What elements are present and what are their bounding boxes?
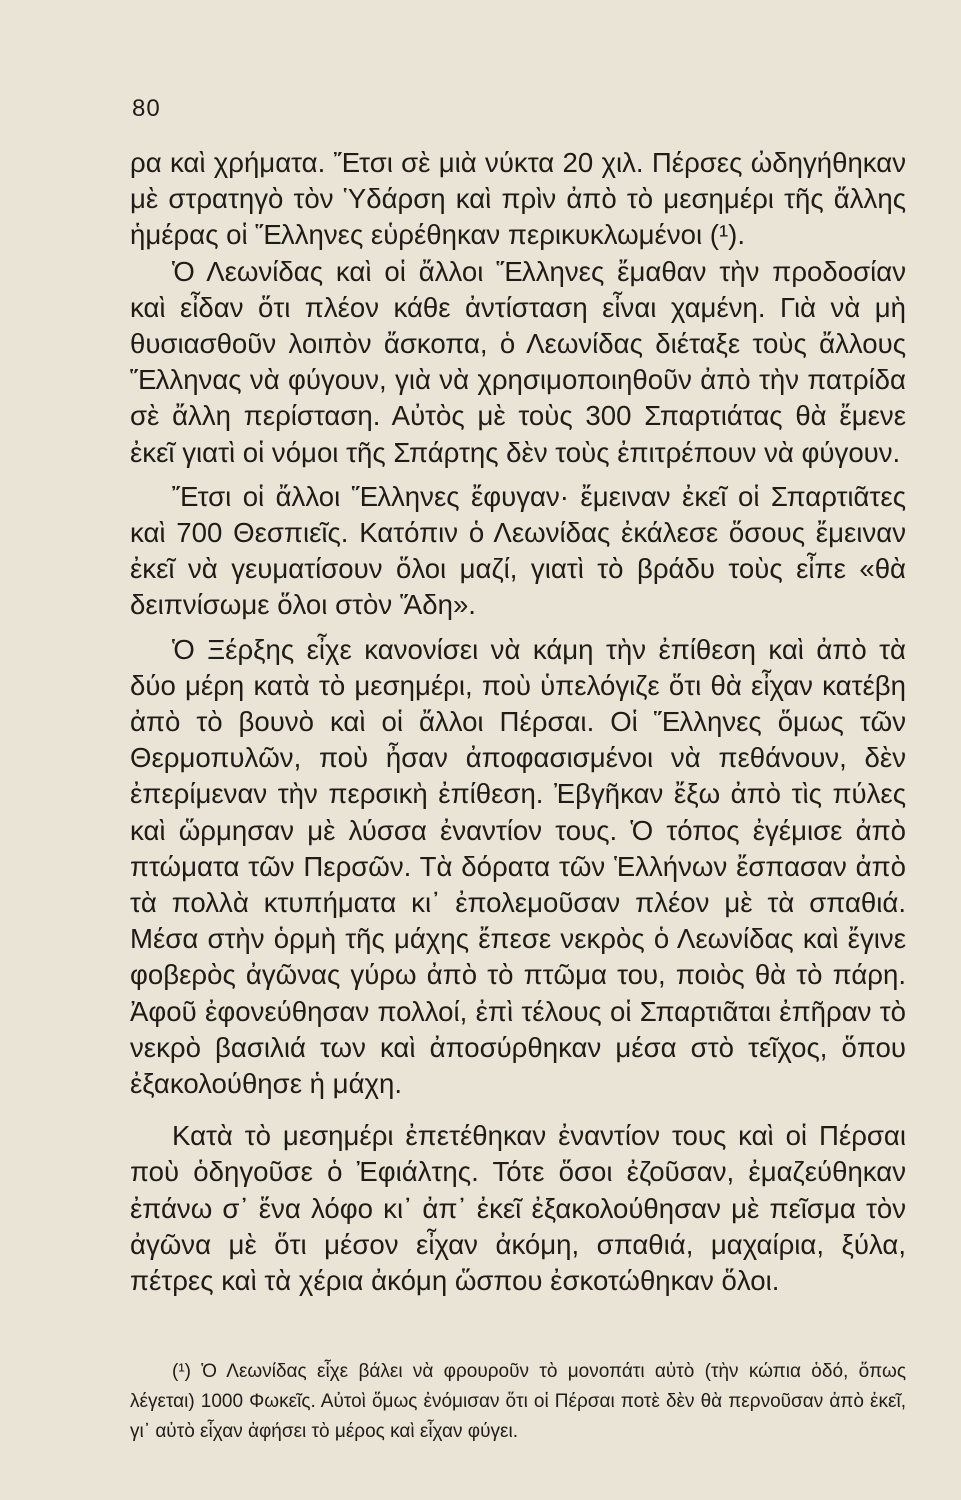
paragraph: Ἔτσι οἱ ἄλλοι Ἕλληνες ἔφυγαν· ἔμειναν ἐκεῖ οἱ Σπαρτιᾶτες καὶ 700 Θεσπιεῖς. Κατόπιν ὁ Λεωνίδας ἐκάλεσε ὅσους ἔμειναν ἐκεῖ νὰ γευματίσουν ὅλοι μαζί, γιατὶ τὸ βράδυ τοὺς εἶπε «θὰ δειπνίσωμε ὅλοι στὸν Ἅδη». [130, 480, 906, 621]
paragraph: Ὁ Λεωνίδας καὶ οἱ ἄλλοι Ἕλληνες ἔμαθαν τὴν προδοσίαν καὶ εἶδαν ὅτι πλέον κάθε ἀντίσταση εἶναι χαμένη. Γιὰ νὰ μὴ θυσιασθοῦν λοιπὸν ἄσκοπα, ὁ Λεωνίδας διέταξε τοὺς ἄλλους Ἕλληνας νὰ φύγουν, γιὰ νὰ χρησιμοποιηθοῦν ἀπὸ τὴν πατρίδα σὲ ἄλλη περίσταση. Αὐτὸς μὲ τοὺς 300 Σπαρτιάτας θὰ ἔμενε ἐκεῖ γιατὶ οἱ νόμοι τῆς Σπάρτης δὲν τοὺς ἐπιτρέπουν νὰ φύγουν. [130, 255, 906, 468]
body-text [130, 145, 906, 1299]
paragraph: Κατὰ τὸ μεσημέρι ἐπετέθηκαν ἐναντίον τους καὶ οἱ Πέρσαι ποὺ ὁδηγοῦσε ὁ Ἐφιάλτης. Τότε ὅσοι ἐζοῦσαν, ἐμαζεύθηκαν ἐπάνω σ᾽ ἕνα λόφο κι᾽ ἀπ᾽ ἐκεῖ ἐξακολούθησαν μὲ πεῖσμα τὸν ἀγῶνα μὲ ὅτι μέσον εἶχαν ἀκόμη, σπαθιά, μαχαίρια, ξύλα, πέτρες καὶ τὰ χέρια ἀκόμη ὥσπου ἐσκοτώθηκαν ὅλοι. [130, 1120, 906, 1297]
paragraph: Ὁ Ξέρξης εἶχε κανονίσει νὰ κάμη τὴν ἐπίθεση καὶ ἀπὸ τὰ δύο μέρη κατὰ τὸ μεσημέρι, ποὺ ὑπελόγιζε ὅτι θὰ εἶχαν κατέβη ἀπὸ τὸ βουνὸ καὶ οἱ ἄλλοι Πέρσαι. Οἱ Ἕλληνες ὅμως τῶν Θερμοπυλῶν, ποὺ ἦσαν ἀποφασισμένοι νὰ πεθάνουν, δὲν ἐπερίμεναν τὴν περσικὴ ἐπίθεση. Ἐβγῆκαν ἔξω ἀπὸ τὶς πύλες καὶ ὥρμησαν μὲ λύσσα ἐναντίον τους. Ὁ τόπος ἐγέμισε ἀπὸ πτώματα τῶν Περσῶν. Τὰ δόρατα τῶν Ἑλλήνων ἔσπασαν ἀπὸ τὰ πολλὰ κτυπήματα κι᾽ ἐπολεμοῦσαν πλέον μὲ τὰ σπαθιά. Μέσα στὴν ὁρμὴ τῆς μάχης ἔπεσε νεκρὸς ὁ Λεωνίδας καὶ ἔγινε φοβερὸς ἀγῶνας γύρω ἀπὸ τὸ πτῶμα του, ποιὸς θὰ τὸ πάρη. Ἀφοῦ ἐφονεύθησαν πολλοί, ἐπὶ τέλους οἱ Σπαρτιᾶται ἐπῆραν τὸ νεκρὸ βασιλιά των καὶ ἀποσύρθηκαν μέσα στὸ τεῖχος, ὅπου ἐξακολούθησε ἡ μάχη. [130, 633, 906, 1100]
paragraph: ρα καὶ χρήματα. Ἔτσι σὲ μιὰ νύκτα 20 χιλ. Πέρσες ὠδηγήθηκαν μὲ στρατηγὸ τὸν Ὑδάρση καὶ πρὶν ἀπὸ τὸ μεσημέρι τῆς ἄλλης ἡμέρας οἱ Ἕλληνες εὑρέθηκαν περικυκλωμένοι (¹). [130, 147, 906, 251]
page-number: 80 [132, 95, 161, 122]
footnote: (¹) Ὁ Λεωνίδας εἶχε βάλει νὰ φρουροῦν τὸ μονοπάτι αὐτὸ (τὴν κώπια ὁδό, ὅπως λέγεται) 1000 Φωκεῖς. Αὐτοὶ ὅμως ἐνόμισαν ὅτι οἱ Πέρσαι ποτὲ δὲν θὰ περνοῦσαν ἀπὸ ἐκεῖ, γι᾽ αὐτὸ εἶχαν ἀφήσει τὸ μέρος καὶ εἶχαν φύγει. [130, 1361, 906, 1443]
